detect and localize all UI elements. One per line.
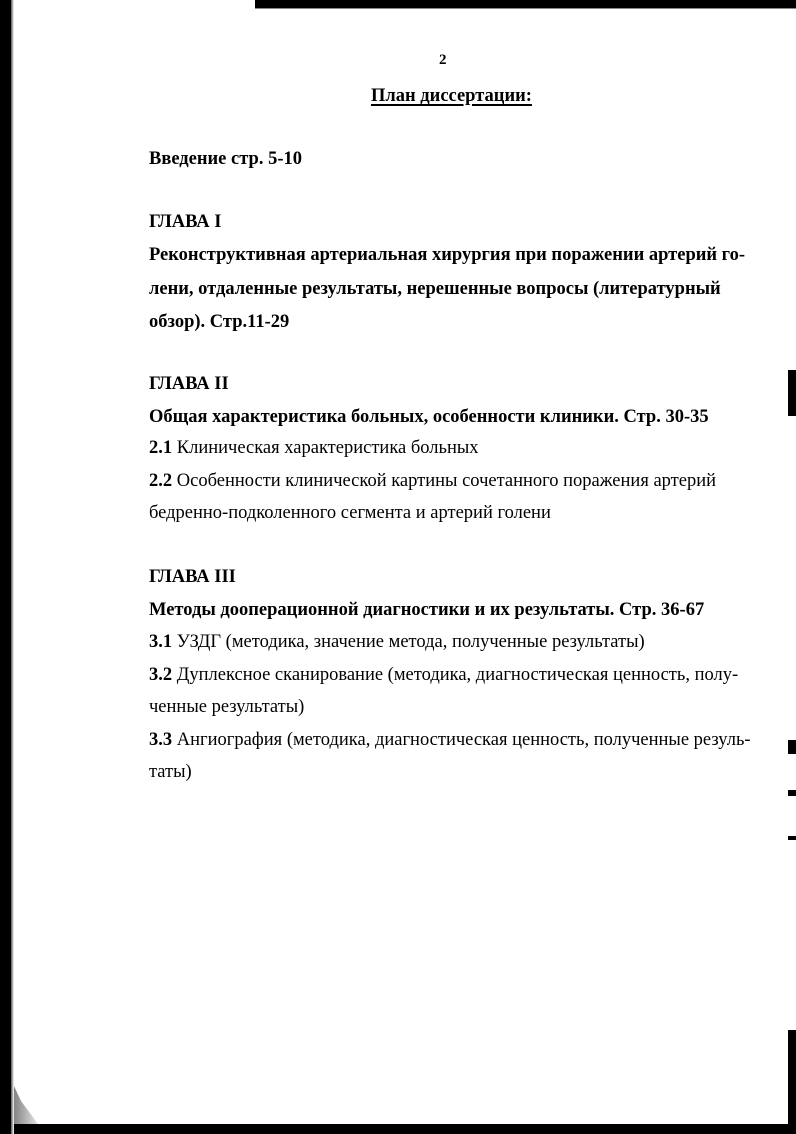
section-3-3-continuation: таты) <box>149 762 192 782</box>
section-text: Клиническая характеристика больных <box>172 438 479 458</box>
scan-border-right-mark <box>788 1030 796 1124</box>
scan-border-right-mark <box>788 836 796 840</box>
section-3-2 <box>149 665 738 685</box>
section-text: Дуплексное сканирование (методика, диагностическая ценность, полу- <box>172 665 739 685</box>
chapter-3-title-line: Методы дооперационной диагностики и их результаты. Стр. 36-67 <box>149 600 705 620</box>
section-2-2 <box>149 471 716 491</box>
page-number: 2 <box>439 52 447 68</box>
scan-border-top <box>255 0 796 8</box>
scan-border-top-shadow <box>255 8 796 9</box>
section-text: Ангиография (методика, диагностическая ценность, полученные резуль- <box>172 730 751 750</box>
section-3-1 <box>149 632 645 652</box>
chapter-2-heading: ГЛАВА II <box>149 374 229 394</box>
section-number: 3.3 <box>149 730 173 750</box>
section-2-1 <box>149 438 479 458</box>
chapter-1-title-line: обзор). Стр.11-29 <box>149 312 290 332</box>
section-number: 3.1 <box>149 632 173 652</box>
scan-border-right-mark <box>788 790 796 796</box>
scan-border-right-mark <box>788 740 796 754</box>
section-number: 3.2 <box>149 665 173 685</box>
scan-border-bottom <box>14 1124 796 1134</box>
section-3-3 <box>149 730 751 750</box>
section-text: УЗДГ (методика, значение метода, полученные результаты) <box>172 632 645 652</box>
chapter-1-title-line: Реконструктивная артериальная хирургия при поражении артерий го- <box>149 245 746 265</box>
chapter-1-heading: ГЛАВА I <box>149 212 222 232</box>
scan-border-right-mark <box>788 370 796 416</box>
scan-border-left-shadow <box>11 0 14 1134</box>
section-3-2-continuation: ченные результаты) <box>149 697 305 717</box>
introduction-line: Введение стр. 5-10 <box>149 149 302 169</box>
section-2-2-continuation: бедренно-подколенного сегмента и артерий голени <box>149 503 551 523</box>
section-number: 2.1 <box>149 438 173 458</box>
section-text: Особенности клинической картины сочетанного поражения артерий <box>172 471 717 491</box>
plan-title: План диссертации: <box>371 86 532 106</box>
section-number: 2.2 <box>149 471 173 491</box>
scan-border-left <box>0 0 11 1134</box>
chapter-2-title-line: Общая характеристика больных, особенности клиники. Стр. 30-35 <box>149 407 709 427</box>
chapter-3-heading: ГЛАВА III <box>149 567 236 587</box>
chapter-1-title-line: лени, отдаленные результаты, нерешенные вопросы (литературный <box>149 279 721 299</box>
scan-smudge <box>14 1086 38 1124</box>
